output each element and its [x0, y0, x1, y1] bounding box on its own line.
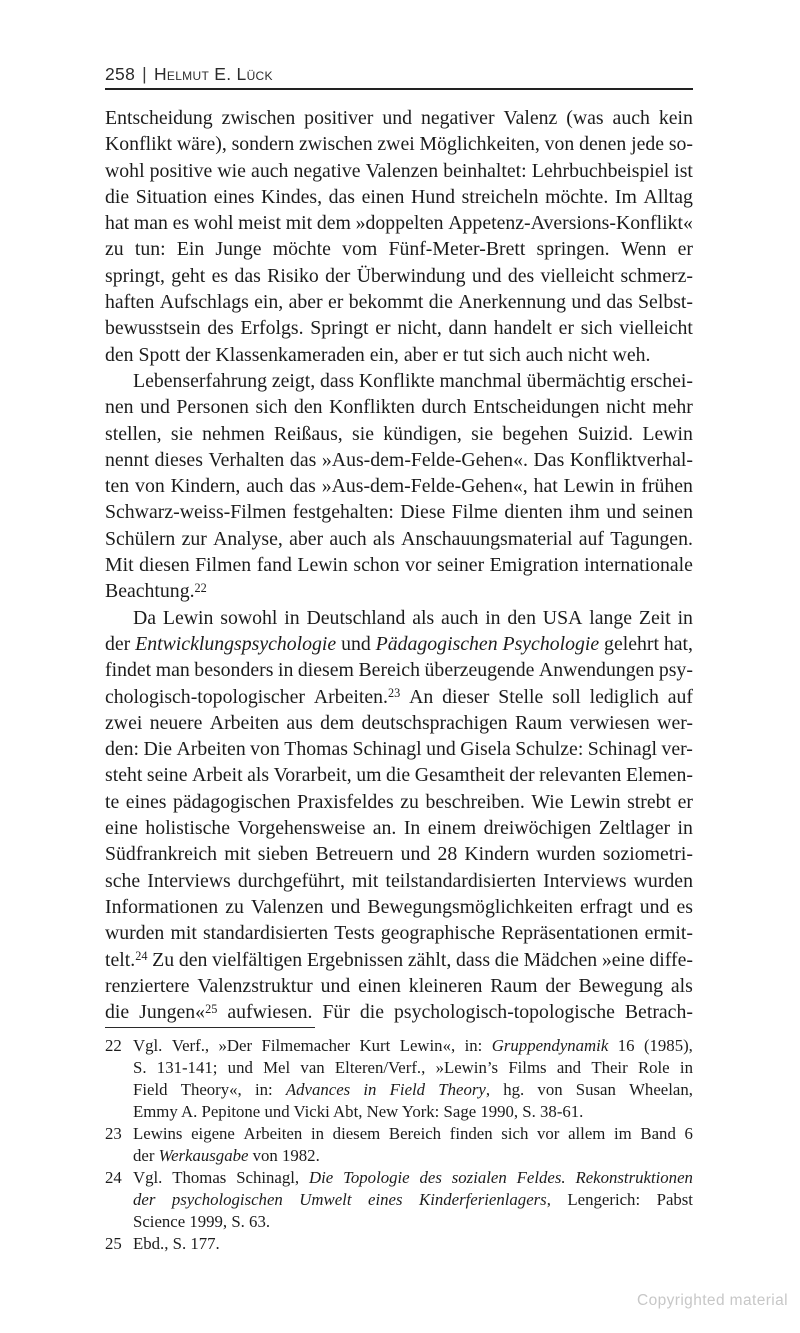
- text-line: te eines pädagogischen Praxisfeldes zu beschreiben. Wie Lewin strebt er: [105, 790, 693, 813]
- footnote-text: [133, 1035, 693, 1123]
- footnote-number: 24: [105, 1168, 122, 1188]
- text-line: Mit diesen Filmen fand Lewin schon vor seiner Emigration internationale: [105, 554, 693, 577]
- footnote-item: [105, 1167, 693, 1233]
- footnote-text: [133, 1123, 693, 1167]
- footnote-separator-rule: [105, 1027, 315, 1028]
- text-line: zwei neuere Arbeiten aus dem deutschsprachigen Raum verwiesen wer-: [105, 711, 693, 734]
- text-line: Science 1999, S. 63.: [133, 1212, 271, 1232]
- text-line: der psychologischen Umwelt eines Kinderferienlagers, Lengerich: Pabst: [133, 1190, 693, 1210]
- text-line: bewusstsein des Erfolgs. Springt er nicht, dann handelt er sich vielleicht: [105, 317, 693, 340]
- paragraph: [105, 368, 693, 605]
- footnote-text: [133, 1167, 693, 1233]
- header-separator: |: [142, 64, 147, 84]
- text-line: springt, geht es das Risiko der Überwindung und des vielleicht schmerz-: [105, 264, 693, 287]
- footnote-item: [105, 1233, 693, 1255]
- text-line: Schwarz-weiss-Filmen festgehalten: Diese Filme dienten ihm und seinen: [105, 501, 693, 524]
- text-line: den: Die Arbeiten von Thomas Schinagl und Gisela Schulze: Schinagl ver-: [105, 738, 693, 761]
- author-name: Helmut E. Lück: [153, 64, 273, 84]
- text-line: die Jungen«$^{25}$ aufwiesen. Für die psychologisch-topologische Betrach-: [105, 1001, 693, 1024]
- page-number: 258: [105, 64, 136, 84]
- text-line: chologisch-topologischer Arbeiten.$^{23}$ An dieser Stelle soll lediglich auf: [105, 685, 693, 708]
- text-line: Lebenserfahrung zeigt, dass Konflikte manchmal übermächtig erschei-: [133, 369, 693, 392]
- text-line: Konflikt wäre), sondern zwischen zwei Möglichkeiten, von denen jede so-: [105, 133, 693, 156]
- text-line: Beachtung.$^{22}$: [105, 580, 207, 603]
- text-line: haften Aufschlags ein, aber er bekommt die Anerkennung und das Selbst-: [105, 291, 693, 314]
- footnotes-section: [105, 1035, 693, 1255]
- footnote-item: [105, 1035, 693, 1123]
- text-line: hat man es wohl meist mit dem »doppelten Appetenz-Aversions-Konflikt«: [105, 212, 693, 235]
- footnote-number: 22: [105, 1036, 122, 1056]
- text-line: wurden mit standardisierten Tests geographische Repräsentationen ermit-: [105, 922, 693, 945]
- text-line: nen und Personen sich den Konflikten durch Entscheidungen nicht mehr: [105, 396, 693, 419]
- copyright-watermark: Copyrighted material: [636, 1292, 788, 1309]
- footnote-text: [133, 1233, 693, 1255]
- text-line: die Situation eines Kindes, das einen Hund streicheln möchte. Im Alltag: [105, 185, 693, 208]
- text-line: stellen, sie nehmen Reißaus, sie kündigen, sie begehen Suizid. Lewin: [105, 422, 693, 445]
- page-content: [105, 63, 693, 1255]
- text-line: Schülern zur Analyse, aber auch als Anschauungsmaterial auf Tagungen.: [105, 527, 693, 550]
- text-line: sche Interviews durchgeführt, mit teilstandardisierten Interviews wurden: [105, 869, 693, 892]
- text-line: Entscheidung zwischen positiver und negativer Valenz (was auch kein: [105, 107, 693, 129]
- text-line: zu tun: Ein Junge möchte vom Fünf-Meter-Brett springen. Wenn er: [105, 238, 693, 261]
- text-line: Da Lewin sowohl in Deutschland als auch in den USA lange Zeit in: [133, 606, 693, 629]
- text-line: telt.$^{24}$ Zu den vielfältigen Ergebnissen zählt, dass die Mädchen »eine diffe-: [105, 948, 693, 971]
- text-line: S. 131-141; und Mel van Elteren/Verf., »Lewin’s Films and Their Role in: [133, 1058, 693, 1078]
- paragraph: [105, 605, 693, 1026]
- paragraph: [105, 105, 693, 368]
- text-line: nennt dieses Verhalten das »Aus-dem-Felde-Gehen«. Das Konfliktverhal-: [105, 448, 693, 471]
- header-rule: [105, 88, 693, 90]
- text-line: steht seine Arbeit als Vorarbeit, um die Gesamtheit der relevanten Elemen-: [105, 764, 693, 787]
- text-line: findet man besonders in diesem Bereich überzeugende Anwendungen psy-: [105, 659, 693, 682]
- text-line: der Entwicklungspsychologie und Pädagogischen Psychologie gelehrt hat,: [105, 632, 693, 655]
- running-header: [105, 63, 693, 85]
- text-line: Lewins eigene Arbeiten in diesem Bereich finden sich vor allem im Band 6: [133, 1124, 693, 1144]
- text-line: Field Theory«, in: Advances in Field Theory, hg. von Susan Wheelan,: [133, 1080, 693, 1100]
- text-line: Vgl. Verf., »Der Filmemacher Kurt Lewin«, in: Gruppendynamik 16 (1985),: [133, 1036, 693, 1056]
- footnote-number: 25: [105, 1234, 122, 1254]
- footnote-item: [105, 1123, 693, 1167]
- text-line: der Werkausgabe von 1982.: [133, 1146, 320, 1166]
- text-line: Südfrankreich mit sieben Betreuern und 28 Kindern wurden soziometri-: [105, 843, 693, 866]
- text-line: ten von Kindern, auch das »Aus-dem-Felde-Gehen«, hat Lewin in frühen: [105, 475, 693, 498]
- text-line: Emmy A. Pepitone und Vicki Abt, New York: Sage 1990, S. 38-61.: [133, 1102, 584, 1122]
- text-line: den Spott der Klassenkameraden ein, aber er tut sich auch nicht weh.: [105, 343, 651, 366]
- text-line: wohl positive wie auch negative Valenzen beinhaltet: Lehrbuchbeispiel ist: [105, 159, 693, 182]
- text-line: eine holistische Vorgehensweise an. In einem dreiwöchigen Zeltlager in: [105, 817, 693, 840]
- text-line: renziertere Valenzstruktur und einen kleineren Raum der Bewegung als: [105, 974, 693, 997]
- text-line: Ebd., S. 177.: [133, 1234, 220, 1254]
- body-text: [105, 105, 693, 1025]
- text-line: Informationen zu Valenzen und Bewegungsmöglichkeiten erfragt und es: [105, 895, 693, 918]
- footnote-number: 23: [105, 1124, 122, 1144]
- text-line: Vgl. Thomas Schinagl, Die Topologie des sozialen Feldes. Rekonstruktionen: [133, 1168, 693, 1188]
